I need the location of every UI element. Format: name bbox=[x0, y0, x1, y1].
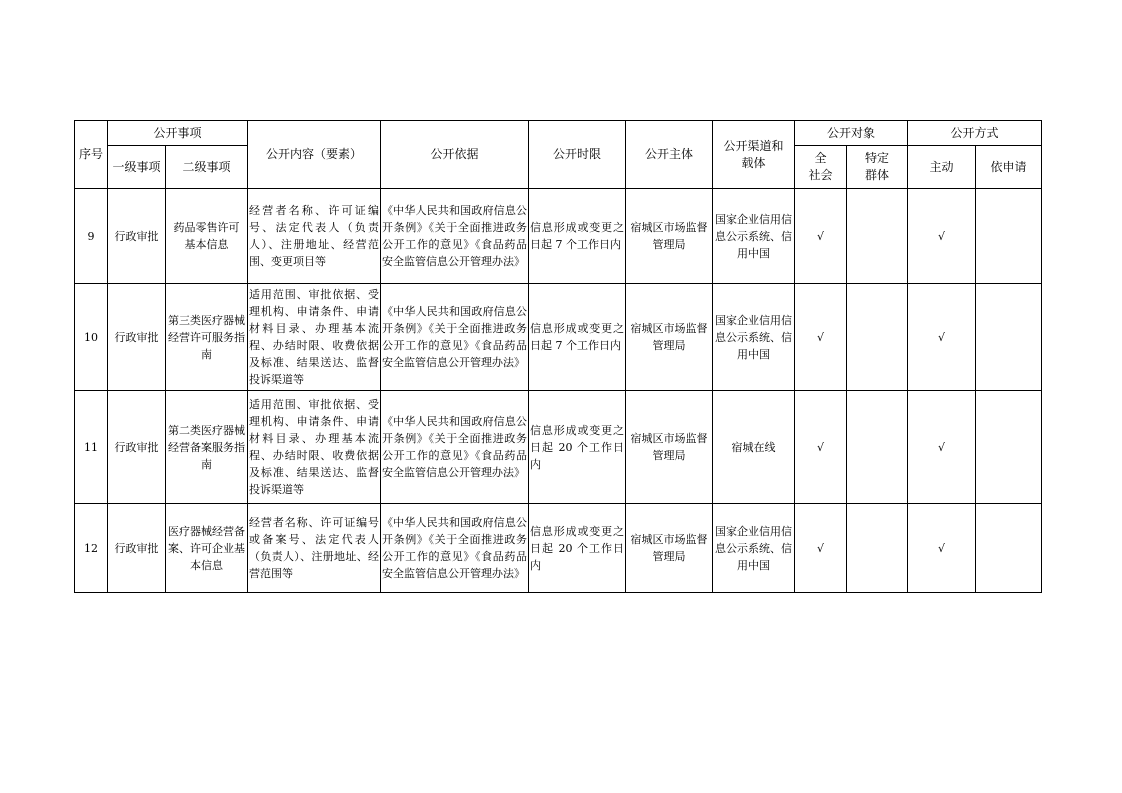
row-target-all: √ bbox=[795, 189, 847, 284]
row-time-limit: 信息形成或变更之日起 20 个工作日内 bbox=[529, 504, 626, 593]
row-subject: 宿城区市场监督管理局 bbox=[626, 189, 713, 284]
header-seq: 序号 bbox=[75, 121, 108, 189]
row-content: 适用范围、审批依据、受理机构、申请条件、申请材料目录、办理基本流程、办结时限、收费依据及标准、结果送达、监督投诉渠道等 bbox=[248, 284, 381, 391]
row-target-specific bbox=[847, 391, 908, 504]
row-basis: 《中华人民共和国政府信息公开条例》《关于全面推进政务公开工作的意见》《食品药品安全监管信息公开管理办法》 bbox=[381, 391, 529, 504]
row-target-all: √ bbox=[795, 391, 847, 504]
row-subject: 宿城区市场监督管理局 bbox=[626, 391, 713, 504]
row-level1: 行政审批 bbox=[108, 189, 166, 284]
row-seq: 10 bbox=[75, 284, 108, 391]
row-channel: 宿城在线 bbox=[713, 391, 795, 504]
table-row bbox=[75, 284, 1042, 391]
disclosure-table bbox=[74, 120, 1042, 593]
header-basis: 公开依据 bbox=[381, 121, 529, 189]
header-method-group: 公开方式 bbox=[908, 121, 1042, 146]
row-subject: 宿城区市场监督管理局 bbox=[626, 504, 713, 593]
row-channel: 国家企业信用信息公示系统、信用中国 bbox=[713, 504, 795, 593]
row-level2: 第二类医疗器械经营备案服务指南 bbox=[166, 391, 248, 504]
row-level1: 行政审批 bbox=[108, 284, 166, 391]
row-seq: 11 bbox=[75, 391, 108, 504]
row-time-limit: 信息形成或变更之日起 7 个工作日内 bbox=[529, 189, 626, 284]
row-time-limit: 信息形成或变更之日起 7 个工作日内 bbox=[529, 284, 626, 391]
row-method-active: √ bbox=[908, 189, 976, 284]
row-target-specific bbox=[847, 504, 908, 593]
row-seq: 12 bbox=[75, 504, 108, 593]
row-level1: 行政审批 bbox=[108, 391, 166, 504]
header-channel: 公开渠道和 载体 bbox=[713, 121, 795, 189]
row-method-active: √ bbox=[908, 284, 976, 391]
row-level1: 行政审批 bbox=[108, 504, 166, 593]
row-basis: 《中华人民共和国政府信息公开条例》《关于全面推进政务公开工作的意见》《食品药品安全监管信息公开管理办法》 bbox=[381, 284, 529, 391]
row-basis: 《中华人民共和国政府信息公开条例》《关于全面推进政务公开工作的意见》《食品药品安全监管信息公开管理办法》 bbox=[381, 504, 529, 593]
header-level1: 一级事项 bbox=[108, 146, 166, 189]
table-row bbox=[75, 391, 1042, 504]
header-target-group: 公开对象 bbox=[795, 121, 908, 146]
row-method-request bbox=[976, 284, 1042, 391]
row-level2: 第三类医疗器械经营许可服务指南 bbox=[166, 284, 248, 391]
header-level2: 二级事项 bbox=[166, 146, 248, 189]
row-method-request bbox=[976, 189, 1042, 284]
row-level2: 医疗器械经营备案、许可企业基本信息 bbox=[166, 504, 248, 593]
row-content: 适用范围、审批依据、受理机构、申请条件、申请材料目录、办理基本流程、办结时限、收费依据及标准、结果送达、监督投诉渠道等 bbox=[248, 391, 381, 504]
row-method-request bbox=[976, 504, 1042, 593]
row-content: 经营者名称、许可证编号、法定代表人（负责人）、注册地址、经营范围、变更项目等 bbox=[248, 189, 381, 284]
row-content: 经营者名称、许可证编号或备案号、法定代表人（负责人）、注册地址、经营范围等 bbox=[248, 504, 381, 593]
header-time-limit: 公开时限 bbox=[529, 121, 626, 189]
header-content: 公开内容（要素） bbox=[248, 121, 381, 189]
row-method-request bbox=[976, 391, 1042, 504]
row-basis: 《中华人民共和国政府信息公开条例》《关于全面推进政务公开工作的意见》《食品药品安全监管信息公开管理办法》 bbox=[381, 189, 529, 284]
table-row bbox=[75, 189, 1042, 284]
table-row bbox=[75, 504, 1042, 593]
header-target-specific: 特定 群体 bbox=[847, 146, 908, 189]
row-method-active: √ bbox=[908, 504, 976, 593]
row-channel: 国家企业信用信息公示系统、信用中国 bbox=[713, 189, 795, 284]
header-items-group: 公开事项 bbox=[108, 121, 248, 146]
row-time-limit: 信息形成或变更之日起 20 个工作日内 bbox=[529, 391, 626, 504]
row-channel: 国家企业信用信息公示系统、信用中国 bbox=[713, 284, 795, 391]
row-method-active: √ bbox=[908, 391, 976, 504]
row-subject: 宿城区市场监督管理局 bbox=[626, 284, 713, 391]
row-level2: 药品零售许可 基本信息 bbox=[166, 189, 248, 284]
row-target-specific bbox=[847, 189, 908, 284]
row-target-all: √ bbox=[795, 504, 847, 593]
row-target-specific bbox=[847, 284, 908, 391]
row-target-all: √ bbox=[795, 284, 847, 391]
header-method-active: 主动 bbox=[908, 146, 976, 189]
header-subject: 公开主体 bbox=[626, 121, 713, 189]
row-seq: 9 bbox=[75, 189, 108, 284]
header-target-all: 全 社会 bbox=[795, 146, 847, 189]
header-method-request: 依申请 bbox=[976, 146, 1042, 189]
